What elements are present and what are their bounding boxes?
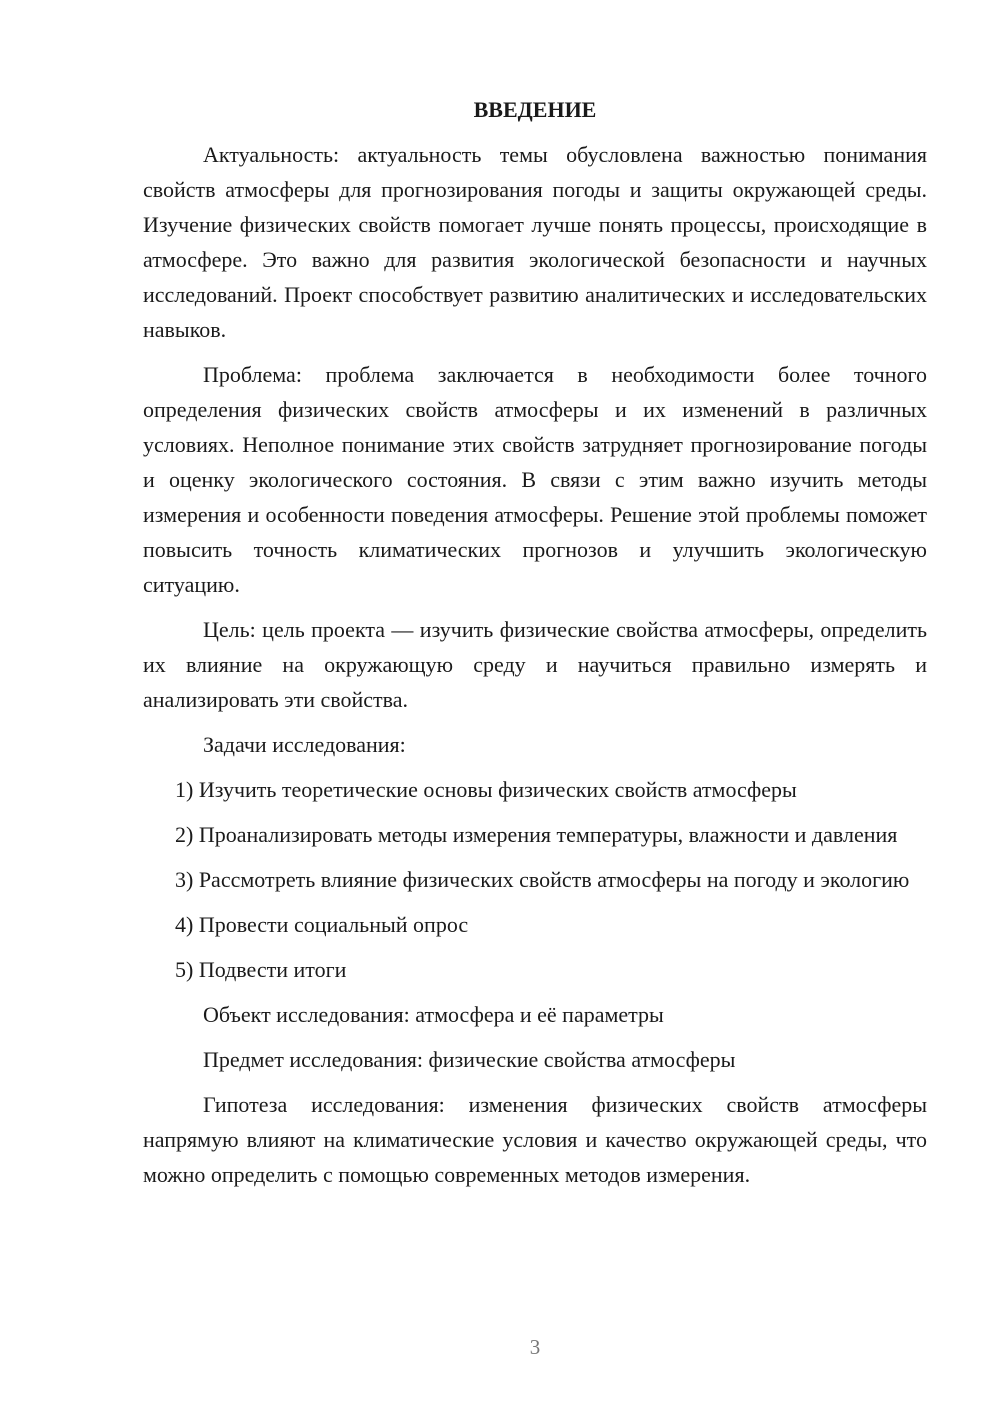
goal-paragraph: Цель: цель проекта — изучить физические свойства атмосферы, определить их влияние на окружающую среду и научиться правильно измерять и анализировать эти свойства. [143,617,927,712]
problem-paragraph: Проблема: проблема заключается в необходимости более точного определения физических свойств атмосферы и их изменений в различных условиях. Неполное понимание этих свойств затрудняет прогнозирование погоды и оценку экологического состояния. В связи с этим важно изучить методы измерения и особенности поведения атмосферы. Решение этой проблемы поможет повысить точность климатических прогнозов и улучшить экологическую ситуацию. [143,362,927,597]
research-hypothesis: Гипотеза исследования: изменения физических свойств атмосферы напрямую влияют на климатические условия и качество окружающей среды, что можно определить с помощью современных методов измерения. [143,1092,927,1187]
tasks-heading: Задачи исследования: [203,732,406,757]
research-object: Объект исследования: атмосфера и её параметры [203,1002,664,1027]
document-body [143,92,927,1192]
task-item-5: 5) Подвести итоги [175,957,347,982]
section-title: ВВЕДЕНИЕ [473,97,597,122]
task-item-4: 4) Провести социальный опрос [175,912,469,937]
task-item-2: 2) Проанализировать методы измерения температуры, влажности и давления [175,822,898,847]
page-number: 3 [529,1335,541,1359]
research-subject: Предмет исследования: физические свойства атмосферы [203,1047,736,1072]
relevance-paragraph: Актуальность: актуальность темы обусловлена важностью понимания свойств атмосферы для прогнозирования погоды и защиты окружающей среды. Изучение физических свойств помогает лучше понять процессы, происходящие в атмосфере. Это важно для развития экологической безопасности и научных исследований. Проект способствует развитию аналитических и исследовательских навыков. [143,142,927,342]
task-item-3: 3) Рассмотреть влияние физических свойств атмосферы на погоду и экологию [175,867,910,892]
task-item-1: 1) Изучить теоретические основы физических свойств атмосферы [175,777,797,802]
